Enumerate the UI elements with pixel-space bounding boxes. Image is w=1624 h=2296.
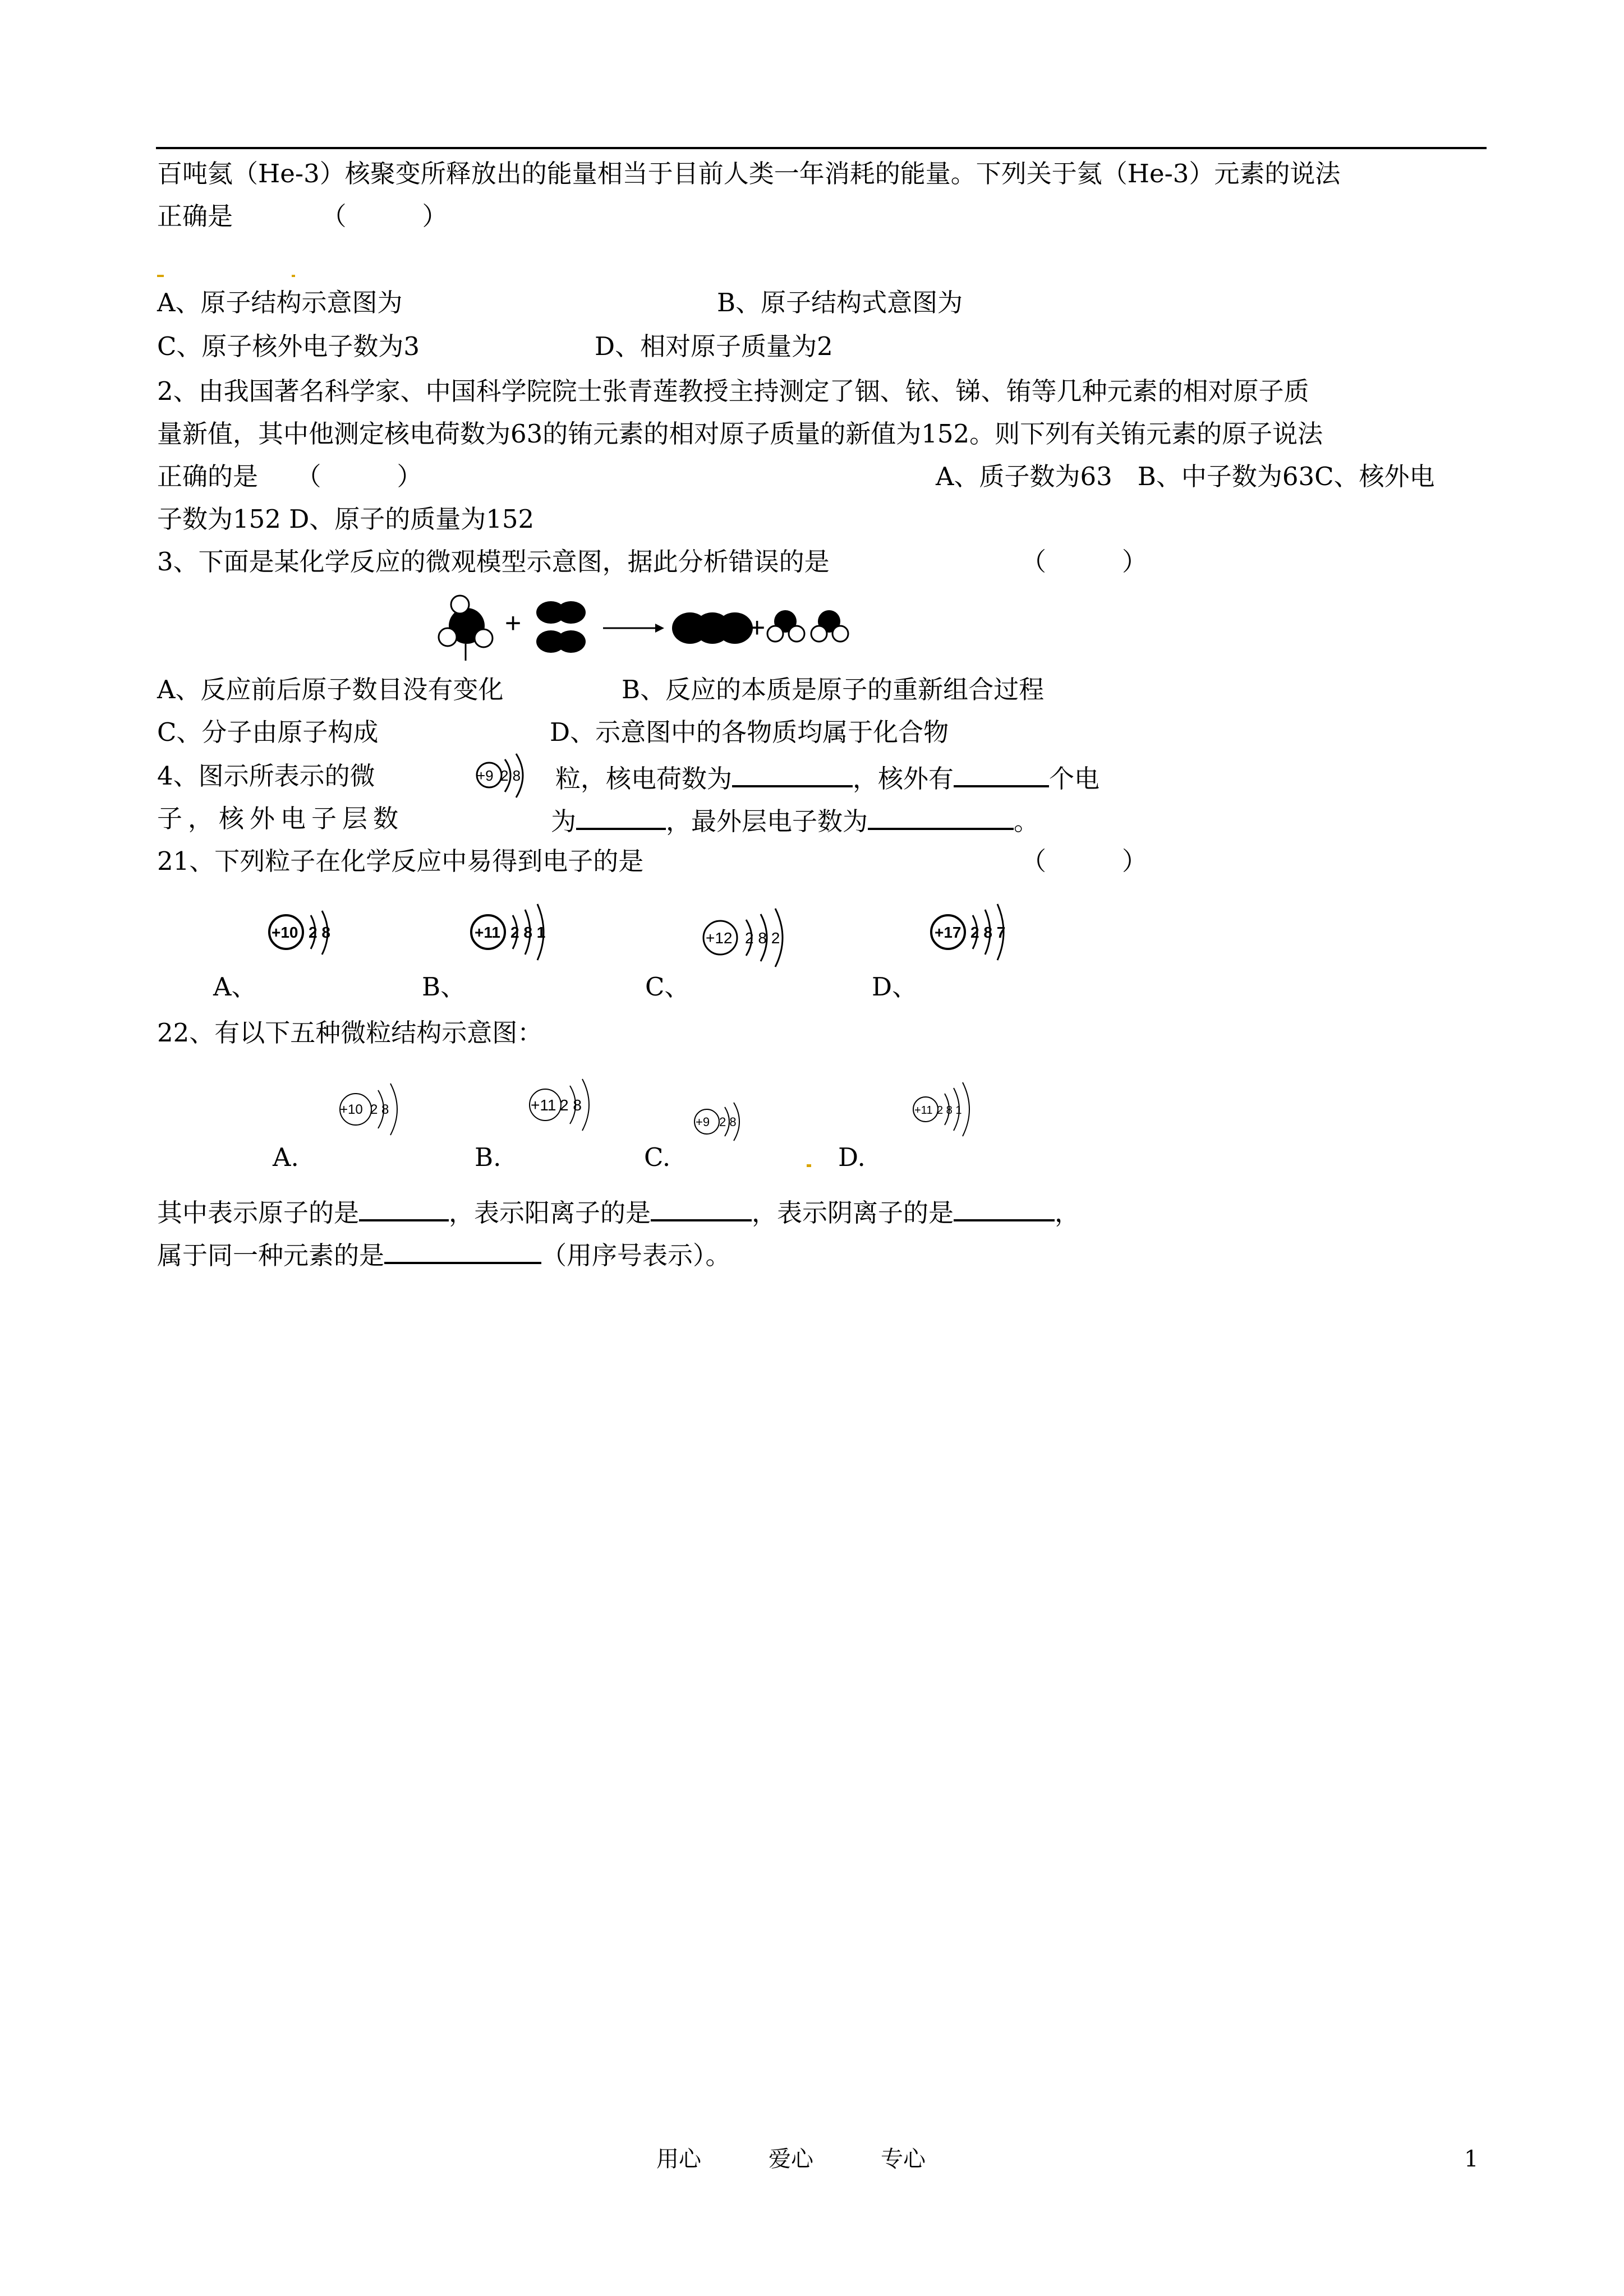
svg-text:+10: +10: [272, 924, 298, 941]
q4-part4: 个电: [1049, 764, 1100, 794]
svg-text:2 8 7: 2 8 7: [970, 924, 1006, 941]
plus-sign: +: [749, 612, 766, 643]
q22-blank-atom[interactable]: [359, 1193, 449, 1221]
q4-part1: 4、图示所表示的微: [157, 761, 375, 791]
reaction-arrow: [603, 624, 664, 633]
q21-option-c-label: C、: [645, 972, 690, 1002]
q3-stem: 3、下面是某化学反应的微观模型示意图，据此分析错误的是: [157, 547, 830, 577]
svg-text:+11: +11: [475, 924, 500, 941]
q22-stem: 22、有以下五种微粒结构示意图：: [157, 1018, 543, 1048]
footer-motto-2: 爱心: [769, 2146, 813, 2172]
q21-option-c-diagram: [696, 903, 819, 976]
q2-line3-left: 正确的是 （ ）: [157, 462, 422, 491]
q4-line2-b: 为: [551, 806, 577, 836]
svg-text:2 8: 2 8: [719, 1115, 737, 1129]
q21-answer-paren: （ ）: [1021, 846, 1148, 876]
q22-option-a-label: A.: [273, 1142, 299, 1172]
he3-option-d: D、相对原子质量为2: [595, 331, 833, 361]
q4-line2-rest: [551, 802, 1039, 838]
q3-option-a: A、反应前后原子数目没有变化: [157, 675, 504, 704]
q3-answer-paren: （ ）: [1021, 547, 1148, 577]
q2-options-abc: A、质子数为63 B、中子数为63C、核外电: [936, 462, 1435, 491]
header-rule: [156, 147, 1487, 149]
svg-text:+17: +17: [935, 924, 961, 941]
q4-part3: ，核外有: [853, 764, 954, 794]
stray-mark: [807, 1164, 811, 1167]
svg-text:2 8: 2 8: [560, 1096, 582, 1114]
q4-nucleus-charge: +9: [477, 767, 494, 784]
q22-blank-cation[interactable]: [651, 1193, 752, 1221]
he3-question-line2: 正确是 （ ）: [157, 201, 448, 231]
he3-option-a: A、原子结构示意图为: [157, 288, 403, 317]
q2-line2: 量新值，其中他测定核电荷数为63的铕元素的相对原子质量的新值为152。则下列有关铕元素的原子说法: [157, 419, 1323, 449]
q4-line2-left: 子，核外电子层数: [157, 804, 404, 833]
svg-text:2 8: 2 8: [309, 924, 330, 941]
svg-text:+11: +11: [914, 1104, 933, 1117]
q22-option-a-diagram: [334, 1073, 418, 1146]
q4-blank-outer[interactable]: [868, 802, 1014, 830]
q22-blank-same-element[interactable]: [384, 1236, 541, 1264]
q21-option-d-diagram: [926, 897, 1038, 970]
stray-mark: [157, 275, 164, 277]
q22-fill-line1: 其中表示原子的是 ，表示阳离子的是 ，表示阴离子的是 ，: [157, 1193, 1080, 1230]
q4-blank-electrons[interactable]: [954, 759, 1049, 787]
q21-option-a-diagram: [264, 903, 353, 970]
q21-option-a-label: A、: [213, 972, 257, 1002]
he3-option-c: C、原子核外电子数为3: [157, 331, 420, 361]
q21-stem: 21、下列粒子在化学反应中易得到电子的是: [157, 846, 644, 876]
reactant-molecule-2: [536, 601, 586, 653]
he3-option-b: B、原子结构式意图为: [717, 288, 963, 317]
q21-option-d-label: D、: [872, 972, 918, 1002]
stray-mark: [292, 275, 295, 277]
q4-line2-end: 。: [1014, 806, 1039, 836]
q4-shell-electrons: 2 8: [500, 767, 521, 784]
q4-line1-rest: [555, 759, 1099, 796]
reactant-molecule-1: [439, 596, 493, 661]
svg-text:+11: +11: [531, 1096, 556, 1114]
q22-option-d-diagram: [907, 1077, 991, 1144]
q3-option-b: B、反应的本质是原子的重新组合过程: [622, 675, 1045, 704]
q3-option-d: D、示意图中的各物质均属于化合物: [550, 717, 949, 747]
q22-option-b-diagram: [524, 1069, 608, 1142]
product-molecule-1: [672, 612, 753, 644]
q22-option-d-label: D.: [838, 1142, 866, 1172]
q22-blank-anion[interactable]: [954, 1193, 1055, 1221]
footer-motto-3: 专心: [881, 2146, 926, 2172]
reaction-model-diagram: [432, 588, 881, 666]
svg-text:2 8 1: 2 8 1: [937, 1104, 962, 1117]
q4-blank-shells[interactable]: [576, 802, 666, 830]
q21-option-b-label: B、: [422, 972, 466, 1002]
svg-text:2 8 2: 2 8 2: [745, 929, 780, 947]
page-number: 1: [1464, 2146, 1479, 2172]
svg-text:2 8 1: 2 8 1: [510, 924, 546, 941]
footer-motto-1: 用心: [656, 2146, 701, 2172]
q2-line1: 2、由我国著名科学家、中国科学院院士张青莲教授主持测定了铟、铱、锑、铕等几种元素的相对原子质: [157, 376, 1309, 406]
he3-question-line1: 百吨氦（He-3）核聚变所释放出的能量相当于目前人类一年消耗的能量。下列关于氦（He-3）元素的说法: [157, 159, 1341, 188]
svg-text:+10: +10: [340, 1102, 363, 1117]
plus-sign: +: [505, 607, 522, 639]
q22-fill-line2: 属于同一种元素的是 （用序号表示）。: [157, 1236, 731, 1273]
q22-option-c-label: C.: [644, 1142, 671, 1172]
q2-line4: 子数为152 D、原子的质量为152: [157, 504, 535, 534]
q21-option-b-diagram: [466, 897, 578, 970]
q22-option-b-label: B.: [475, 1142, 502, 1172]
q4-atom-diagram: [471, 746, 544, 819]
q22-option-c-diagram: [690, 1094, 763, 1150]
svg-text:+12: +12: [706, 929, 733, 947]
q4-part2: 粒，核电荷数为: [555, 764, 733, 794]
q4-line2-c: ，最外层电子数为: [666, 806, 868, 836]
svg-text:+9: +9: [696, 1115, 710, 1129]
svg-text:2 8: 2 8: [370, 1102, 389, 1117]
q3-option-c: C、分子由原子构成: [157, 717, 379, 747]
q4-blank-charge[interactable]: [732, 759, 853, 787]
product-molecule-2: [767, 610, 848, 642]
